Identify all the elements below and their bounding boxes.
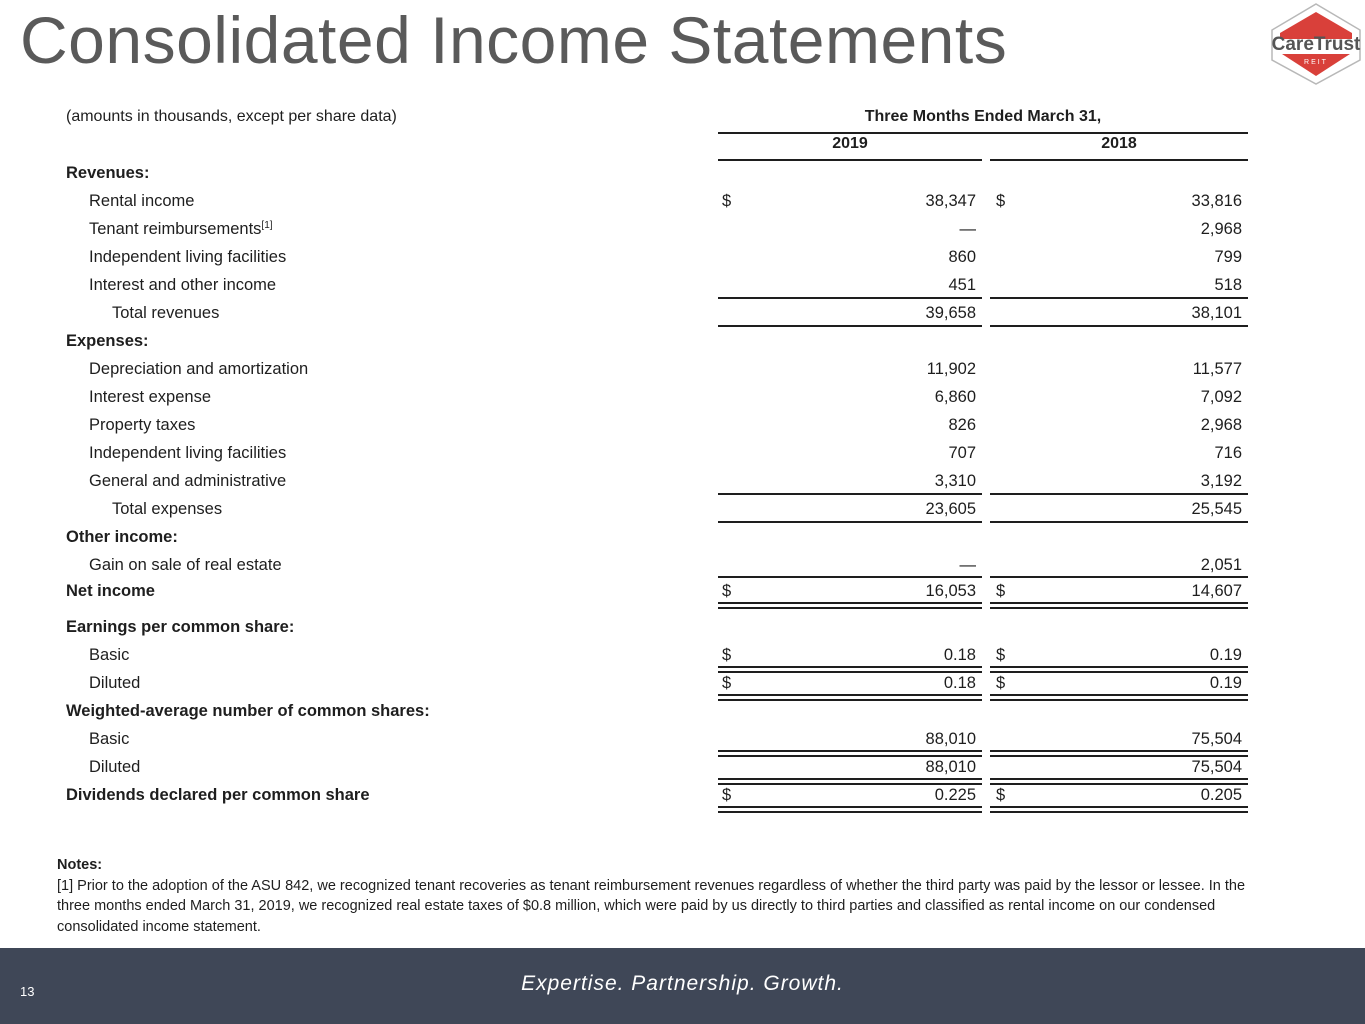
rule-net-income-double xyxy=(718,602,982,609)
rule-total-expenses-top xyxy=(718,493,982,495)
rule-total-revenues-top xyxy=(990,297,1248,299)
value-2018: 33,816 xyxy=(1191,192,1242,210)
currency-symbol: $ xyxy=(996,192,1006,210)
table-row xyxy=(0,552,1365,578)
value-2019: — xyxy=(959,220,976,238)
row-label: Independent living facilities xyxy=(89,444,287,462)
value-2018: 75,504 xyxy=(1191,730,1242,748)
row-label: Net income xyxy=(66,582,155,600)
row-label: Other income: xyxy=(66,528,178,546)
currency-symbol: $ xyxy=(722,786,732,804)
rule-total-revenues-top xyxy=(718,297,982,299)
rule-eps-diluted-double xyxy=(718,694,982,701)
value-2018: 716 xyxy=(1214,444,1242,462)
value-2018: 0.205 xyxy=(1200,786,1242,804)
rule-net-income-double xyxy=(990,602,1248,609)
row-label: Diluted xyxy=(89,674,141,692)
rule-dividends-double xyxy=(718,806,982,813)
value-2019: 451 xyxy=(948,276,976,294)
row-label: Total expenses xyxy=(112,500,223,518)
rule-dividends-double xyxy=(990,806,1248,813)
caretrust-logo xyxy=(1268,2,1364,86)
row-label: Basic xyxy=(89,646,130,664)
currency-symbol: $ xyxy=(722,646,732,664)
table-row xyxy=(0,188,1365,214)
rule-net-income-top xyxy=(718,576,982,578)
row-label: Earnings per common share: xyxy=(66,618,295,636)
table-row xyxy=(0,754,1365,780)
value-2018: 14,607 xyxy=(1191,582,1242,600)
table-row xyxy=(0,216,1365,242)
page-number: 13 xyxy=(20,984,35,999)
value-2019: 707 xyxy=(948,444,976,462)
currency-symbol: $ xyxy=(722,192,732,210)
logo-sub: REIT xyxy=(1304,59,1328,66)
table-row xyxy=(0,726,1365,752)
value-2018: 2,051 xyxy=(1200,556,1242,574)
row-label: Tenant reimbursements[1] xyxy=(89,220,273,238)
table-row xyxy=(0,670,1365,696)
row-label: Interest and other income xyxy=(89,276,277,294)
notes-section xyxy=(57,855,1257,937)
value-2018: 0.19 xyxy=(1209,674,1242,692)
table-row xyxy=(0,160,1365,186)
footnote-marker: [1] xyxy=(261,220,273,231)
value-2019: 11,902 xyxy=(926,360,976,378)
value-2019: 38,347 xyxy=(925,192,976,210)
row-label: Weighted-average number of common shares: xyxy=(66,702,430,720)
currency-symbol: $ xyxy=(722,582,732,600)
value-2018: 11,577 xyxy=(1192,360,1242,378)
notes-heading: Notes: xyxy=(57,857,103,873)
value-2019: 88,010 xyxy=(925,758,976,776)
row-label: Interest expense xyxy=(89,388,211,406)
value-2018: 25,545 xyxy=(1191,500,1242,518)
rule-eps-diluted-double xyxy=(990,694,1248,701)
currency-symbol: $ xyxy=(996,646,1006,664)
row-label: Basic xyxy=(89,730,130,748)
period-header: Three Months Ended March 31, xyxy=(718,108,1248,134)
table-row xyxy=(0,300,1365,326)
currency-symbol: $ xyxy=(722,674,732,692)
page-title: Consolidated Income Statements xyxy=(20,3,1008,77)
table-row xyxy=(0,698,1365,724)
row-label: Diluted xyxy=(89,758,141,776)
table-row xyxy=(0,356,1365,382)
value-2019: 39,658 xyxy=(925,304,976,322)
table-row xyxy=(0,412,1365,438)
value-2019: 3,310 xyxy=(934,472,976,490)
value-2018: 3,192 xyxy=(1200,472,1242,490)
currency-symbol: $ xyxy=(996,582,1006,600)
footer-tagline: Expertise. Partnership. Growth. xyxy=(521,972,844,995)
value-2019: 0.225 xyxy=(934,786,976,804)
row-label: General and administrative xyxy=(89,472,287,490)
units-note: (amounts in thousands, except per share data) xyxy=(66,108,397,125)
table-row xyxy=(0,272,1365,298)
table-row xyxy=(0,578,1365,604)
year-2018-header: 2018 xyxy=(990,135,1248,161)
currency-symbol: $ xyxy=(996,786,1006,804)
value-2019: 6,860 xyxy=(934,388,976,406)
rule-total-expenses-bottom xyxy=(990,521,1248,523)
value-2019: 88,010 xyxy=(925,730,976,748)
rule-total-revenues-bottom xyxy=(718,325,982,327)
rule-shares-diluted-double xyxy=(990,778,1248,785)
table-row xyxy=(0,440,1365,466)
notes-text: [1] Prior to the adoption of the ASU 842, we recognized tenant recoveries as tenant reimbursement revenues regardless of whether the third party was paid by the lessor or lessee. In the three months ended March 31, 2019, we recognized real estate taxes of $0.8 million, which were paid by us directly to third parties and classified as rental income on our condensed consolidated income statement. xyxy=(57,877,1246,935)
value-2018: 0.19 xyxy=(1209,646,1242,664)
row-label: Depreciation and amortization xyxy=(89,360,309,378)
value-2019: 0.18 xyxy=(943,646,976,664)
value-2018: 38,101 xyxy=(1191,304,1242,322)
row-label: Expenses: xyxy=(66,332,149,350)
value-2018: 2,968 xyxy=(1200,416,1242,434)
row-label: Total revenues xyxy=(112,304,220,322)
rule-eps-basic-double xyxy=(718,666,982,673)
row-label: Rental income xyxy=(89,192,195,210)
row-label: Gain on sale of real estate xyxy=(89,556,282,574)
year-2019-header: 2019 xyxy=(718,135,982,161)
value-2018: 2,968 xyxy=(1200,220,1242,238)
table-row xyxy=(0,642,1365,668)
table-row xyxy=(0,384,1365,410)
table-row xyxy=(0,524,1365,550)
table-row xyxy=(0,496,1365,522)
rule-total-expenses-top xyxy=(990,493,1248,495)
value-2019: 0.18 xyxy=(943,674,976,692)
footer-bar xyxy=(0,948,1365,1024)
value-2019: 23,605 xyxy=(925,500,976,518)
table-row xyxy=(0,782,1365,808)
value-2018: 518 xyxy=(1214,276,1242,294)
value-2019: 16,053 xyxy=(925,582,976,600)
table-row xyxy=(0,244,1365,270)
rule-net-income-top xyxy=(990,576,1248,578)
table-row xyxy=(0,328,1365,354)
table-row xyxy=(0,468,1365,494)
value-2018: 7,092 xyxy=(1200,388,1242,406)
value-2019: 826 xyxy=(948,416,976,434)
row-label: Dividends declared per common share xyxy=(66,786,370,804)
rule-shares-diluted-double xyxy=(718,778,982,785)
rule-shares-basic-double xyxy=(990,750,1248,757)
table-row xyxy=(0,614,1365,640)
value-2018: 799 xyxy=(1214,248,1242,266)
rule-shares-basic-double xyxy=(718,750,982,757)
logo-name: CareTrust xyxy=(1271,34,1361,55)
value-2019: 860 xyxy=(948,248,976,266)
value-2019: — xyxy=(959,556,976,574)
rule-total-revenues-bottom xyxy=(990,325,1248,327)
value-2018: 75,504 xyxy=(1191,758,1242,776)
row-label: Revenues: xyxy=(66,164,150,182)
row-label: Independent living facilities xyxy=(89,248,287,266)
rule-total-expenses-bottom xyxy=(718,521,982,523)
row-label: Property taxes xyxy=(89,416,196,434)
rule-eps-basic-double xyxy=(990,666,1248,673)
currency-symbol: $ xyxy=(996,674,1006,692)
